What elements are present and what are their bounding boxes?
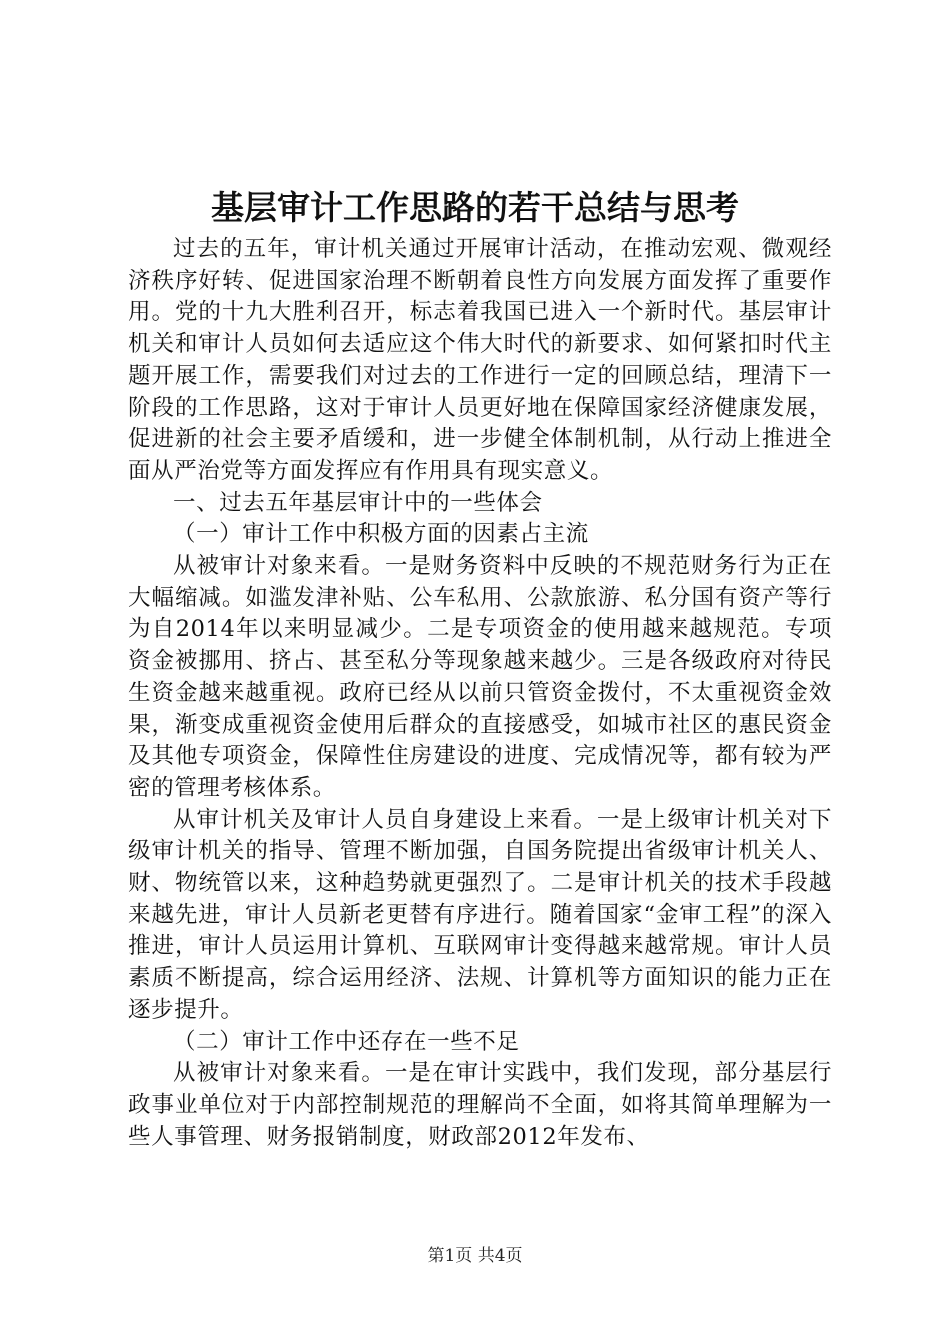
subsection-heading-2: （二）审计工作中还存在一些不足: [173, 1028, 520, 1055]
document-title: 基层审计工作思路的若干总结与思考: [211, 188, 739, 227]
document-body: [128, 234, 832, 1153]
page-footer: 第1页 共4页: [427, 1246, 523, 1266]
subsection-heading-1: （一）审计工作中积极方面的因素占主流: [173, 521, 589, 548]
section-heading-1: 一、过去五年基层审计中的一些体会: [173, 489, 543, 516]
paragraph-intro: 过去的五年，审计机关通过开展审计活动，在推动宏观、微观经济秩序好转、促进国家治理不断朝着良性方向发展方面发挥了重要作用。党的十九大胜利召开，标志着我国已进入一个新时代。基层审计机关和审计人员如何去适应这个伟大时代的新要求、如何紧扣时代主题开展工作，需要我们对过去的工作进行一定的回顾总结，理清下一阶段的工作思路，这对于审计人员更好地在保障国家经济健康发展，促进新的社会主要矛盾缓和，进一步健全体制机制，从行动上推进全面从严治党等方面发挥应有作用具有现实意义。: [128, 236, 832, 484]
paragraph-audited-objects: 从被审计对象来看。一是财务资料中反映的不规范财务行为正在大幅缩减。如滥发津补贴、公车私用、公款旅游、私分国有资产等行为自2014年以来明显减少。二是专项资金的使用越来越规范。专项资金被挪用、挤占、甚至私分等现象越来越少。三是各级政府对待民生资金越来越重视。政府已经从以前只管资金拨付，不太重视资金效果，渐变成重视资金使用后群众的直接感受，如城市社区的惠民资金及其他专项资金，保障性住房建设的进度、完成情况等，都有较为严密的管理考核体系。: [128, 553, 832, 801]
paragraph-shortcomings: 从被审计对象来看。一是在审计实践中，我们发现，部分基层行政事业单位对于内部控制规范的理解尚不全面，如将其简单理解为一些人事管理、财务报销制度，财政部2012年发布、: [128, 1060, 832, 1150]
paragraph-audit-organs: 从审计机关及审计人员自身建设上来看。一是上级审计机关对下级审计机关的指导、管理不断加强，自国务院提出省级审计机关人、财、物统管以来，这种趋势就更强烈了。二是审计机关的技术手段越来越先进，审计人员新老更替有序进行。随着国家“金审工程”的深入推进，审计人员运用计算机、互联网审计变得越来越常规。审计人员素质不断提高，综合运用经济、法规、计算机等方面知识的能力正在逐步提升。: [128, 806, 832, 1023]
